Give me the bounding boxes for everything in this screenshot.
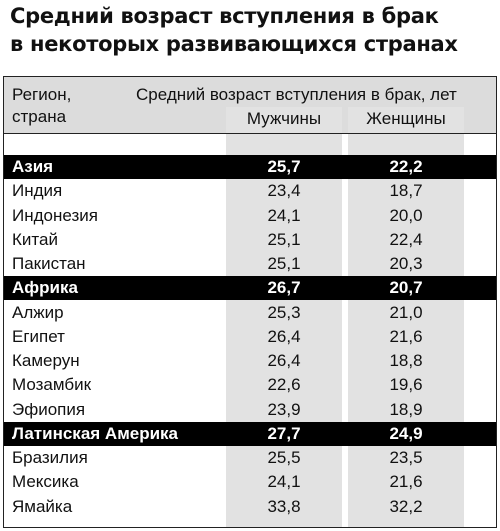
women-value: 18,9 <box>389 399 423 419</box>
country-name: Китай <box>12 229 58 249</box>
country-name: Бразилия <box>12 448 88 467</box>
men-value: 25,1 <box>267 254 301 273</box>
women-value: 20,3 <box>389 254 423 273</box>
country-row <box>4 470 496 494</box>
men-value: 25,7 <box>267 157 301 176</box>
country-name: Мозамбик <box>12 375 92 395</box>
men-value: 27,7 <box>267 423 301 443</box>
region-name: Латинская Америка <box>12 423 179 443</box>
women-value: 18,7 <box>389 181 423 201</box>
men-value: 25,1 <box>267 229 301 249</box>
region-row <box>4 155 496 179</box>
men-value: 25,5 <box>267 448 301 467</box>
men-value: 23,4 <box>267 181 301 201</box>
header-men: Мужчины <box>246 109 322 128</box>
country-row <box>4 373 496 397</box>
country-name: Египет <box>12 326 65 346</box>
region-name: Африка <box>12 278 78 298</box>
women-value: 22,2 <box>389 157 423 176</box>
men-value: 22,6 <box>267 375 301 395</box>
country-name: Пакистан <box>12 254 86 273</box>
men-value: 26,4 <box>267 351 301 370</box>
country-name: Эфиопия <box>12 399 86 419</box>
country-name: Алжир <box>12 302 64 322</box>
country-name: Ямайка <box>12 496 73 516</box>
country-name: Индонезия <box>12 205 98 225</box>
women-value: 21,6 <box>389 326 423 346</box>
men-value: 26,4 <box>267 326 301 346</box>
header-region: Регион, страна <box>12 85 72 126</box>
country-name: Индия <box>12 181 63 201</box>
marriage-age-table <box>3 76 497 528</box>
country-row <box>4 301 496 325</box>
women-value: 19,6 <box>389 375 423 395</box>
country-row <box>4 179 496 203</box>
region-name: Азия <box>12 157 54 176</box>
men-value: 25,3 <box>267 302 301 322</box>
header-women: Женщины <box>366 109 446 128</box>
women-value: 18,8 <box>389 351 423 370</box>
men-value: 24,1 <box>267 472 301 492</box>
country-row <box>4 204 496 228</box>
title-line-1: Средний возраст вступления в брак <box>10 4 439 28</box>
country-row <box>4 446 496 470</box>
men-value: 24,1 <box>267 205 301 225</box>
country-row <box>4 325 496 349</box>
country-row <box>4 228 496 252</box>
country-name: Камерун <box>12 351 80 370</box>
women-value: 21,6 <box>389 472 423 492</box>
country-row <box>4 495 496 519</box>
women-value: 20,0 <box>389 205 423 225</box>
men-value: 26,7 <box>267 278 301 298</box>
country-row <box>4 398 496 422</box>
country-row <box>4 252 496 276</box>
women-value: 20,7 <box>389 278 423 298</box>
country-name: Мексика <box>12 472 79 492</box>
header-divider <box>4 133 496 134</box>
women-value: 32,2 <box>389 496 423 516</box>
header-average-age: Средний возраст вступления в брак, лет <box>136 85 457 104</box>
women-value: 21,0 <box>389 302 423 322</box>
page-title <box>10 2 498 58</box>
women-value: 22,4 <box>389 229 423 249</box>
women-value: 23,5 <box>389 448 423 467</box>
region-row <box>4 422 496 446</box>
region-row <box>4 276 496 300</box>
men-value: 23,9 <box>267 399 301 419</box>
men-value: 33,8 <box>267 496 301 516</box>
women-value: 24,9 <box>389 423 423 443</box>
country-row <box>4 349 496 373</box>
title-line-2: в некоторых развивающихся странах <box>10 32 458 56</box>
